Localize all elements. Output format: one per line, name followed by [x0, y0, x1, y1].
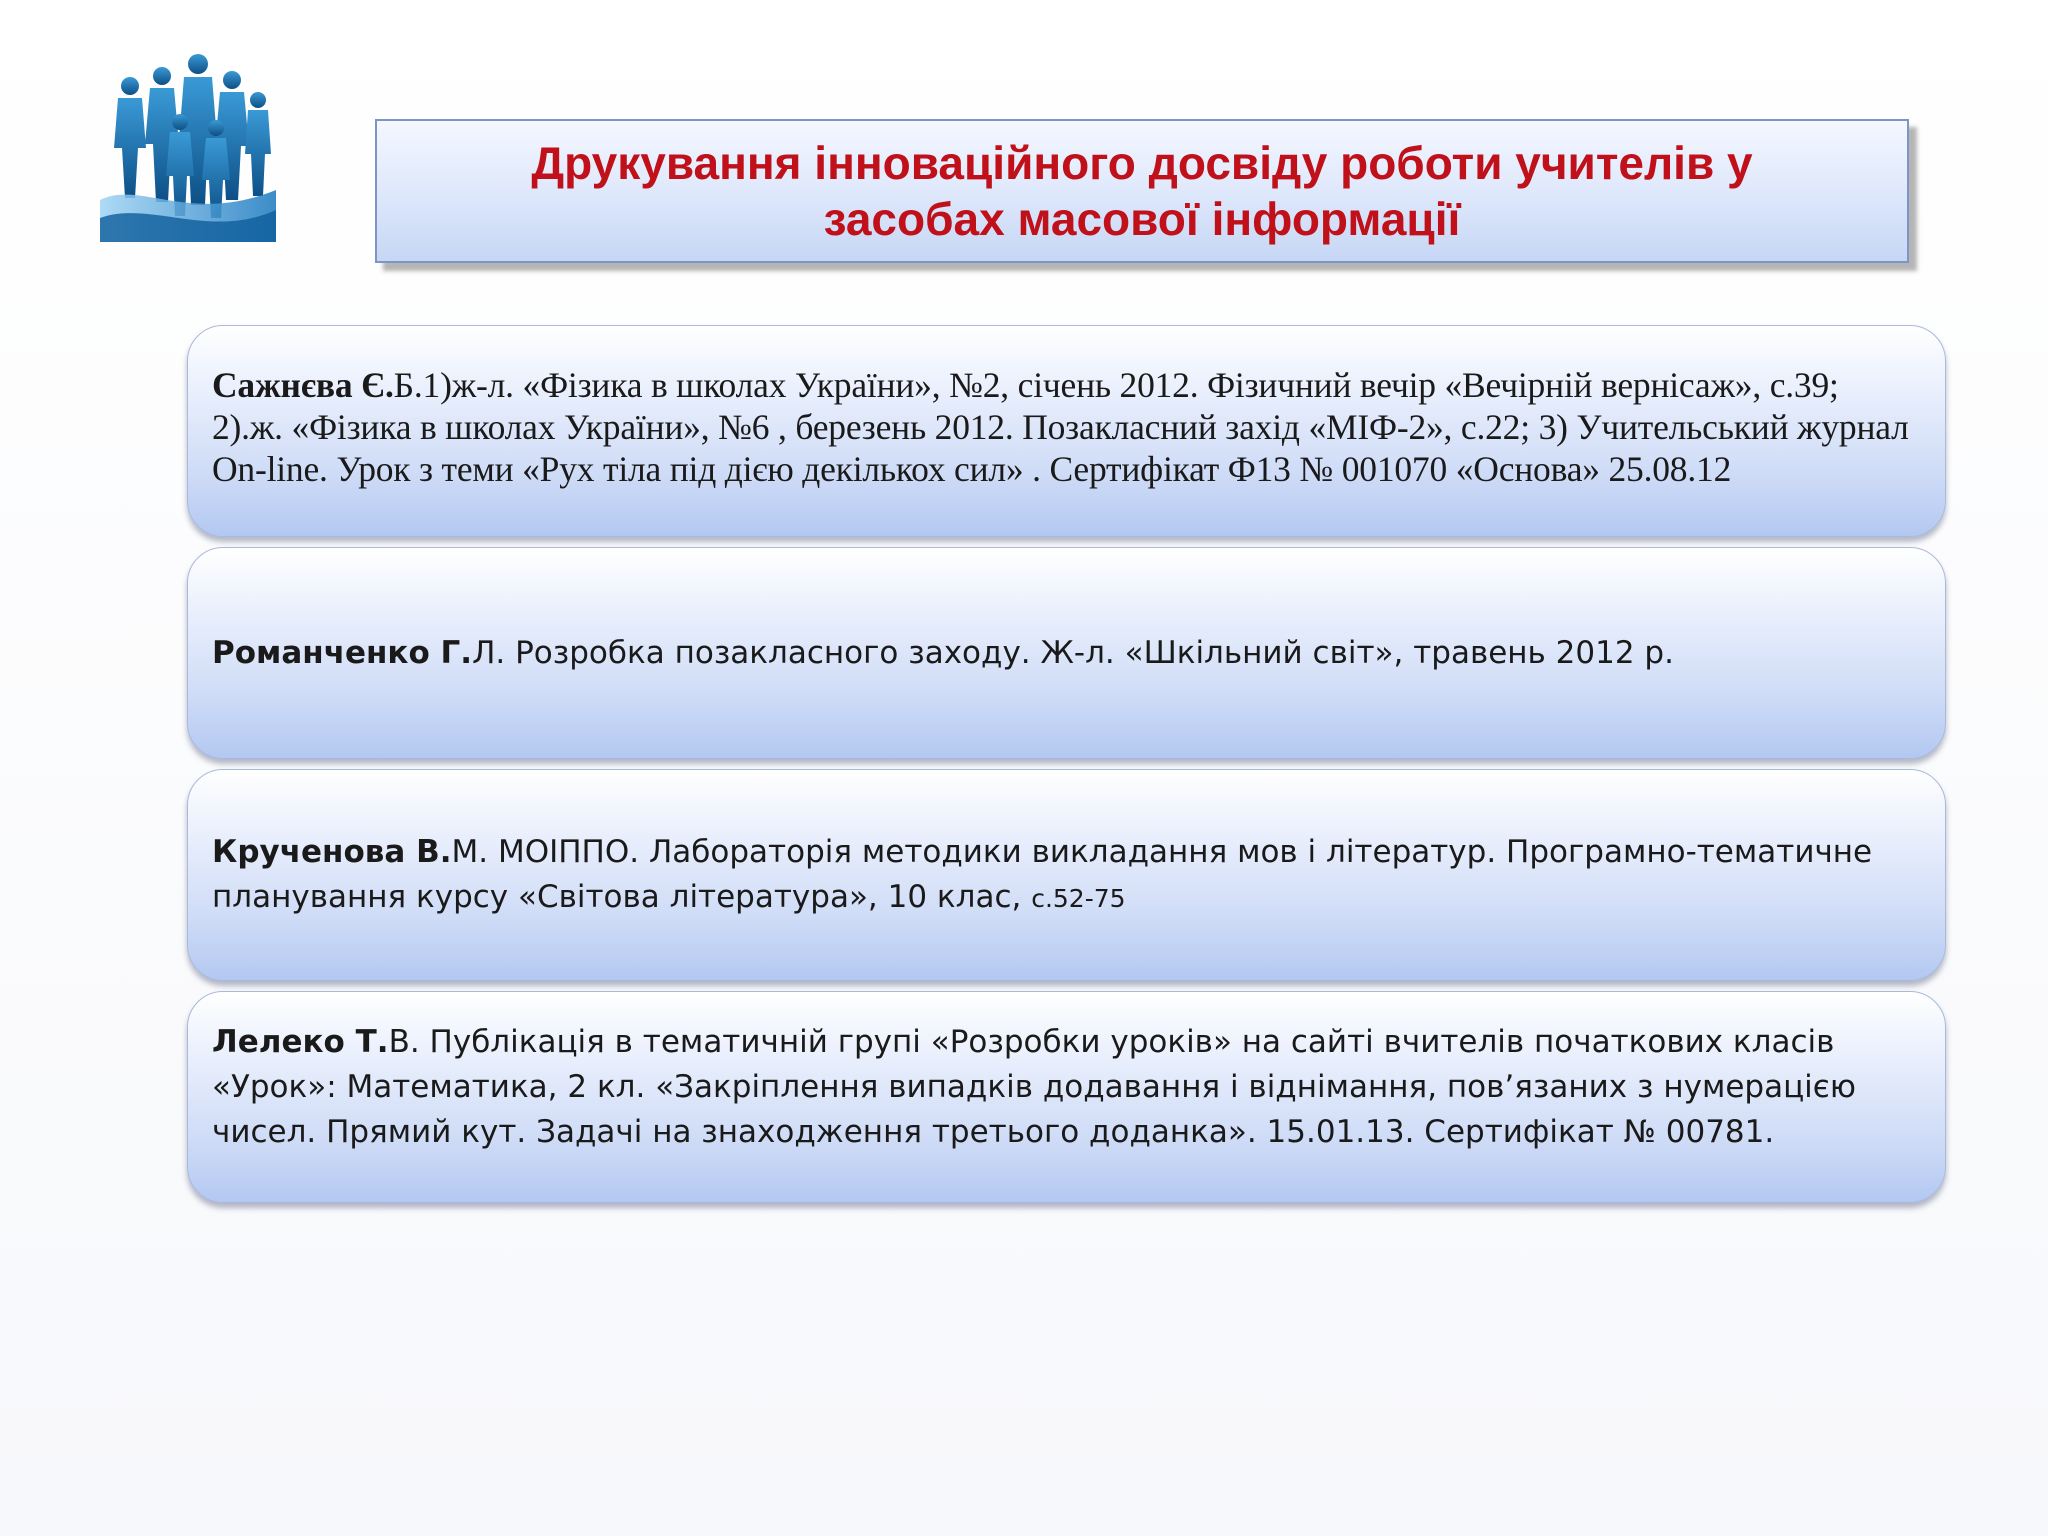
entry-description: Л. Розробка позакласного заходу. Ж-л. «Шкільний світ», травень 2012 р. — [472, 634, 1674, 671]
business-team-silhouette-icon — [100, 50, 276, 242]
entry-text — [212, 1020, 1917, 1155]
entry-pages: с.52-75 — [1031, 883, 1126, 913]
entry-text — [212, 364, 1917, 490]
entry-author: Лелеко Т. — [212, 1023, 389, 1060]
entry-description: Б.1)ж-л. «Фізика в школах України», №2, січень 2012. Фізичний вечір «Вечірній вернісаж», с.39; 2).ж. «Фізика в школах України», №6 , березень 2012. Позакласний захід «МІФ-2», с.22; 3) Учительський журнал On-line. Урок з теми «Рух тіла під дією декількох сил» . Сертифікат Ф13 № 001070 «Основа» 25.08.12 — [212, 365, 1909, 489]
page-title: Друкування інноваційного досвіду роботи учителів у засобах масової інформації — [531, 137, 1753, 245]
publication-entry-3 — [187, 769, 1946, 981]
entry-description: В. Публікація в тематичній групі «Розробки уроків» на сайті вчителів початкових класів «Урок»: Математика, 2 кл. «Закріплення випадків додавання і віднімання, пов’язаних з нумерацією чисел. Прямий кут. Задачі на знаходження третього доданка». 15.01.13. Сертифікат № 00781. — [212, 1023, 1856, 1150]
entry-description: М. МОІППО. Лабораторія методики викладання мов і літератур. Програмно-тематичне планування курсу «Світова література», 10 клас, — [212, 833, 1873, 915]
entry-author: Крученова В. — [212, 833, 452, 870]
entry-author: Романченко Г. — [212, 634, 473, 671]
publication-entry-2 — [187, 547, 1946, 759]
publication-entry-1 — [187, 325, 1946, 537]
entry-text — [212, 830, 1917, 921]
publication-entry-4 — [187, 991, 1946, 1203]
title-box — [375, 119, 1909, 263]
entry-text — [212, 631, 1674, 676]
entry-author: Сажнєва Є. — [212, 365, 394, 405]
